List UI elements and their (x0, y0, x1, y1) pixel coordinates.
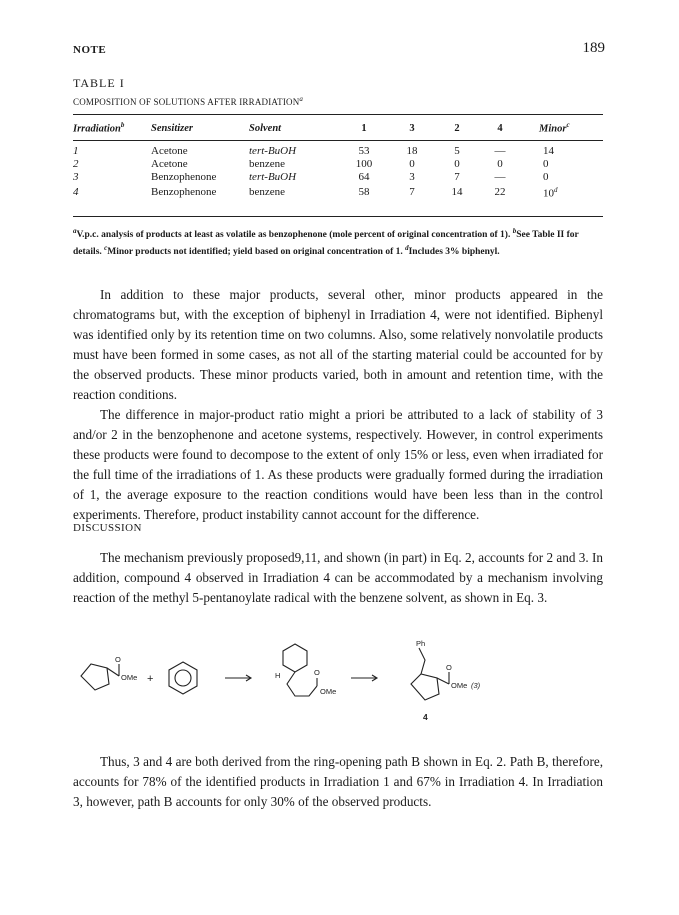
table-row (73, 158, 603, 171)
compound-number: 4 (423, 712, 428, 722)
table-cell: 3 (73, 171, 79, 183)
product-ring (411, 674, 439, 700)
running-header: NOTE (73, 44, 107, 56)
col-header-2: 2 (454, 122, 460, 134)
label-o-1: O (314, 668, 320, 677)
col-header-4: 4 (497, 122, 503, 134)
table-bottom-rule (73, 216, 603, 217)
col-header-minor: Minor$^c$ (539, 121, 570, 135)
table-cell: 4 (73, 185, 79, 198)
reaction-equation-3 (73, 640, 603, 725)
label-h: H (275, 671, 281, 680)
table-cell: 64 (358, 171, 370, 183)
section-heading: DISCUSSION (73, 522, 142, 534)
table-cell: 2 (73, 158, 79, 170)
reaction-arrow-1 (225, 675, 251, 681)
body-text-discussion (73, 548, 603, 608)
paragraph: Thus, 3 and 4 are both derived from the ring-opening path B shown in Eq. 2. Path B, therefore, accounts for 78% of the identified products in Irradiation 1 and 67% in Irradiation 4. In Irradiation 3, however, path B accounts for only 30% of the observed products. (73, 754, 603, 809)
table-cell: 14 (543, 145, 554, 157)
table-cell: benzene (249, 158, 286, 170)
benzene-ring (169, 662, 197, 694)
table-cell: 0 (497, 158, 503, 170)
intermediate-ring (283, 644, 307, 672)
col-header-irradiation: Irradiation$^b$ (73, 121, 125, 135)
plus-sign: + (147, 673, 154, 685)
col-header-solvent: Solvent (249, 122, 282, 134)
table-cell: tert-BuOH (249, 145, 297, 157)
col-header-3: 3 (409, 122, 415, 134)
product-ester-chain (437, 672, 449, 684)
label-ph: Ph (416, 640, 426, 648)
table-cell: 0 (454, 158, 460, 170)
body-text-results (73, 285, 603, 525)
table-row (73, 184, 603, 201)
table-footnotes: $^a$V.p.c. analysis of products at least as volatile as benzophenone (mole percent of original concentration of 1). $^b$See Table II for details. $^c$Minor products not identified; yield based on original concentration of 1. $^d$Includes 3% biphenyl. (73, 227, 579, 258)
table-cell: benzene (249, 185, 286, 198)
table-cell: 0 (409, 158, 415, 170)
label-ome-1: OMe (121, 673, 138, 682)
table-cell: 7 (409, 185, 415, 198)
table-row (73, 171, 603, 184)
table-cell: 53 (358, 145, 370, 157)
paragraph: The difference in major-product ratio might a priori be attributed to a lack of stability of 3 and/or 2 in the benzophenone and acetone systems, respectively. However, in control experiments these products were found to decompose to the extent of only 15% or less, even when irradiated for the full time of the irradiations of 1. As these products were gradually formed during the irradiation of 1, the average exposure to the reaction conditions would have been less than in the control experiments. Therefore, product instability cannot account for the difference. (73, 407, 603, 522)
body-text-conclusion (73, 752, 603, 812)
table-cell: 3 (409, 171, 415, 183)
table-cell: Acetone (151, 158, 188, 170)
table-cell: 22 (494, 185, 506, 198)
table-cell: — (494, 145, 506, 157)
paragraph: The mechanism previously proposed9,11, and shown (in part) in Eq. 2, accounts for 2 and 3. In addition, compound 4 observed in Irradiation 4 can be accommodated by a mechanism involving reaction of the methyl 5-pentanoylate radical with the benzene solvent, as shown in Eq. 3. (73, 550, 603, 605)
product-phenyl-bond (419, 648, 425, 674)
label-ome-2: OMe (320, 687, 337, 696)
table-cell: 18 (406, 145, 418, 157)
paragraph: In addition to these major products, several other, minor products appeared in the chromatograms but, with the exception of biphenyl in Irradiation 4, were not identified. Biphenyl was identified only by its retention time on two columns. Also, some relatively nonvolatile products must have been formed in some cases, as not all of the starting material could be accounted for by the observed products. These minor products varied, both in amount and retention time, with the reaction conditions. (73, 287, 603, 402)
reactant-ester-chain (107, 664, 119, 676)
table-cell: Benzophenone (151, 171, 217, 183)
intermediate-chain (287, 672, 317, 696)
table-caption: COMPOSITION OF SOLUTIONS AFTER IRRADIATION$^a$ (73, 95, 304, 107)
table-top-rule (73, 114, 603, 115)
table-cell: 0 (543, 158, 549, 170)
label-ome-3: OMe (451, 681, 468, 690)
benzene-aromatic-circle (175, 670, 191, 686)
label-o-2: O (446, 663, 452, 672)
reaction-arrow-2 (351, 675, 377, 681)
composition-table (73, 116, 603, 201)
table-cell: 58 (358, 185, 370, 198)
table-cell: Acetone (151, 145, 188, 157)
table-header-row (73, 116, 603, 140)
table-cell: 7 (454, 171, 460, 183)
col-header-1: 1 (361, 122, 367, 134)
table-cell: tert-BuOH (249, 171, 297, 183)
table-cell: — (494, 171, 506, 183)
table-cell: 0 (543, 171, 549, 183)
table-cell: 5 (454, 145, 460, 157)
page-number: 189 (582, 40, 605, 56)
table-cell: 100 (355, 158, 373, 170)
table-cell: 14 (451, 185, 463, 198)
label-o-start: O (115, 655, 121, 664)
table-cell: 1 (73, 145, 79, 157)
equation-number: (3) (471, 681, 481, 690)
table-cell: 10$^d$ (543, 186, 558, 200)
col-header-sensitizer: Sensitizer (151, 122, 194, 134)
table-row (73, 140, 603, 158)
reactant-ring (81, 664, 109, 690)
table-title: TABLE I (73, 76, 125, 90)
table-cell: Benzophenone (151, 185, 217, 198)
